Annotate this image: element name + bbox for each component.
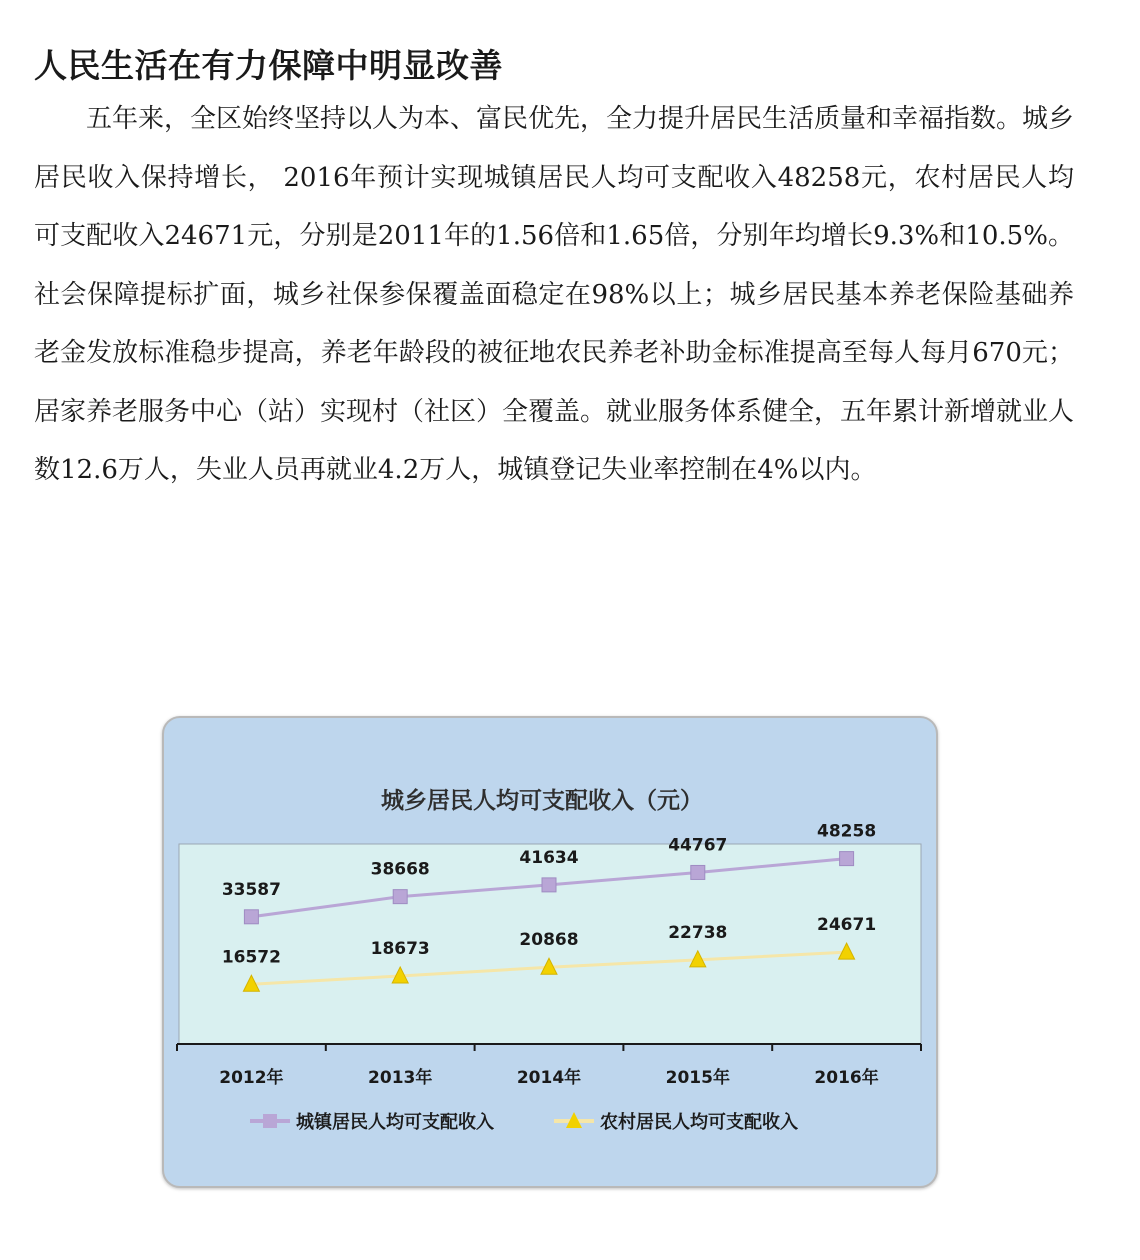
article-heading: 人民生活在有力保障中明显改善 bbox=[34, 46, 503, 85]
legend-label: 农村居民人均可支配收入 bbox=[600, 1112, 798, 1133]
data-label: 33587 bbox=[221, 879, 281, 900]
data-label: 41634 bbox=[519, 847, 579, 868]
data-point bbox=[393, 890, 407, 904]
x-tick-label: 2016年 bbox=[814, 1068, 879, 1088]
income-chart-svg bbox=[164, 718, 936, 1186]
legend-marker bbox=[263, 1114, 277, 1128]
data-label: 38668 bbox=[370, 859, 430, 880]
data-point bbox=[840, 852, 854, 866]
data-point bbox=[244, 910, 258, 924]
data-label: 48258 bbox=[817, 821, 877, 842]
x-tick-label: 2012年 bbox=[219, 1068, 284, 1088]
x-tick-label: 2014年 bbox=[516, 1068, 582, 1088]
data-label: 44767 bbox=[668, 835, 728, 856]
article-body bbox=[34, 90, 1074, 500]
data-label: 22738 bbox=[668, 922, 728, 943]
data-label: 16572 bbox=[221, 947, 281, 968]
article-paragraph: 五年来，全区始终坚持以人为本、富民优先，全力提升居民生活质量和幸福指数。城乡居民收入保持增长， 2016年预计实现城镇居民人均可支配收入48258元，农村居民人均可支配收入24671元，分别是2011年的1.56倍和1.65倍，分别年均增长9.3%和10.5%。社会保障提标扩面，城乡社保参保覆盖面稳定在98%以上；城乡居民基本养老保险基础养老金发放标准稳步提高，养老年龄段的被征地农民养老补助金标准提高至每人每月670元；居家养老服务中心（站）实现村（社区）全覆盖。就业服务体系健全，五年累计新增就业人数12.6万人，失业人员再就业4.2万人，城镇登记失业率控制在4%以内。 bbox=[34, 104, 1075, 485]
data-point bbox=[691, 865, 705, 879]
data-label: 20868 bbox=[519, 930, 579, 951]
x-tick-label: 2015年 bbox=[665, 1068, 730, 1088]
legend-label: 城镇居民人均可支配收入 bbox=[296, 1112, 494, 1133]
chart-title: 城乡居民人均可支配收入（元） bbox=[381, 788, 703, 814]
data-label: 24671 bbox=[817, 915, 877, 936]
data-label: 18673 bbox=[370, 938, 430, 959]
data-point bbox=[542, 878, 556, 892]
income-chart bbox=[162, 716, 938, 1188]
x-tick-label: 2013年 bbox=[368, 1068, 433, 1088]
